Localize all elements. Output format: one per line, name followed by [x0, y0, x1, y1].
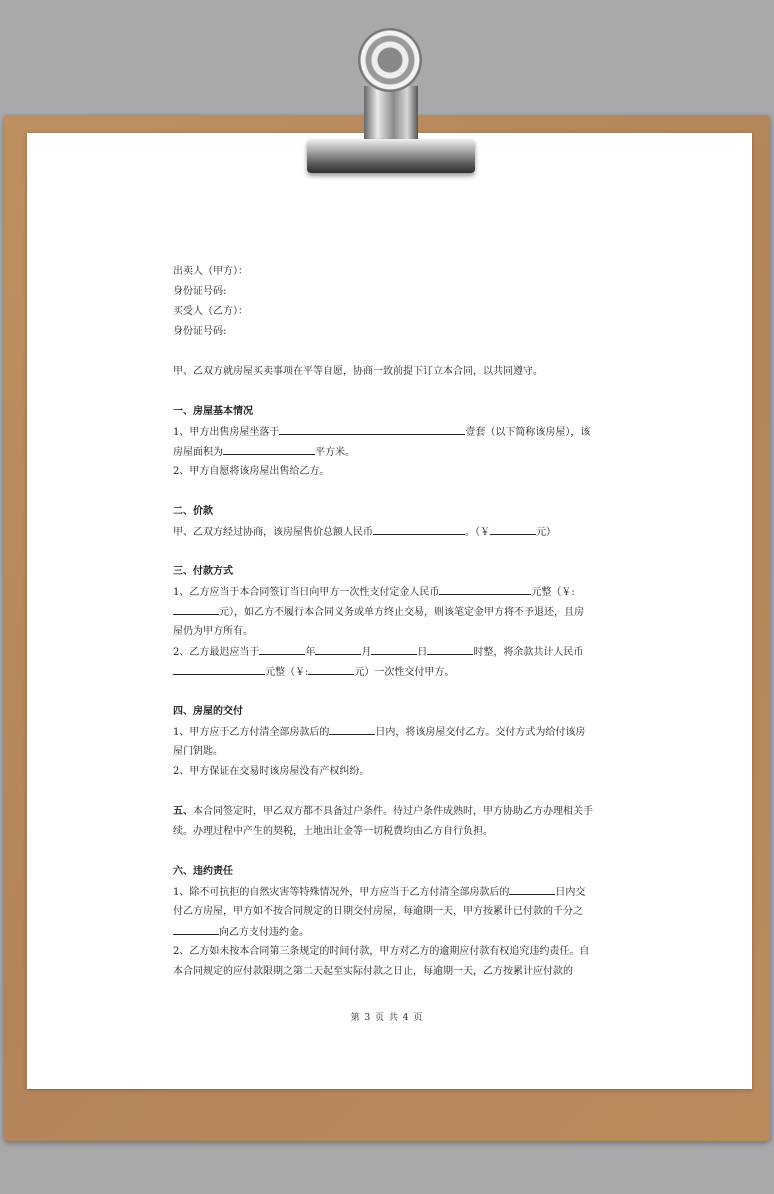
- section-1-line-1: 1、甲方出售房屋坐落于 壹套（以下简称该房屋），该: [173, 422, 609, 442]
- balance-blank: [173, 662, 265, 675]
- buyer-label: 买受人（乙方）：: [173, 306, 248, 317]
- clip-post: [364, 86, 418, 146]
- section-4-line-1: 1、甲方应于乙方付清全部房款后的 日内，将该房屋交付乙方。交付方式为给付该房: [173, 722, 609, 742]
- day-blank: [371, 642, 417, 655]
- section-6-line-1: 1、除不可抗拒的自然灾害等特殊情况外，甲方应当于乙方付清全部房款后的 日内交: [173, 882, 609, 902]
- section-1-line-3: 2、甲方自愿将该房屋出售给乙方。: [173, 466, 330, 477]
- section-5-title: 五、: [173, 806, 193, 817]
- section-6-title: 六、违约责任: [173, 866, 233, 877]
- contract-body: [173, 262, 609, 982]
- penalty-rate-blank: [173, 922, 219, 935]
- section-3-title: 三、付款方式: [173, 566, 233, 577]
- section-3-line-2: 元），如乙方不履行本合同义务或单方终止交易，则该笔定金甲方将不予退还，且房: [173, 602, 609, 622]
- address-blank: [279, 422, 465, 435]
- section-1-line-2: 房屋面积为 平方米。: [173, 442, 609, 462]
- section-3-line-5: 元整（￥: 元）一次性交付甲方。: [173, 662, 609, 682]
- section-5-line-2: 续。办理过程中产生的契税，土地出让金等一切税费均由乙方自行负担。: [173, 826, 493, 837]
- hour-blank: [427, 642, 473, 655]
- price-figure-blank: [490, 522, 536, 535]
- price-blank: [373, 522, 465, 535]
- section-6-line-5: 本合同规定的应付款限期之第二天起至实际付款之日止，每逾期一天，乙方按累计应付款的: [173, 966, 573, 977]
- section-4-line-3: 2、甲方保证在交易时该房屋没有产权纠纷。: [173, 766, 370, 777]
- section-3-line-3: 屋仍为甲方所有。: [173, 626, 253, 637]
- section-3-line-1: 1、乙方应当于本合同签订当日向甲方一次性支付定金人民币 元整（￥:: [173, 582, 609, 602]
- buyer-id-label: 身份证号码:: [173, 326, 227, 337]
- month-blank: [315, 642, 361, 655]
- page-number: 第 3 页 共 4 页: [350, 1013, 424, 1023]
- section-6-line-3: 向乙方支付违约金。: [173, 922, 609, 942]
- seller-id-label: 身份证号码:: [173, 286, 227, 297]
- clip-ring-icon: [358, 28, 422, 92]
- deposit-figure-blank: [173, 602, 219, 615]
- section-2-line-1: 甲、乙双方经过协商，该房屋售价总额人民币 。（￥ 元）: [173, 522, 609, 542]
- section-4-line-2: 屋门钥匙。: [173, 746, 223, 757]
- clip-bar: [307, 139, 475, 173]
- section-6-line-2: 付乙方房屋，甲方如不按合同规定的日期交付房屋，每逾期一天，甲方按累计已付款的千分之: [173, 906, 583, 917]
- delivery-days-blank: [329, 722, 375, 735]
- balance-figure-blank: [308, 662, 354, 675]
- seller-label: 出卖人（甲方）：: [173, 266, 248, 277]
- penalty-days-blank: [509, 882, 555, 895]
- section-5-line-1: 五、本合同签定时，甲乙双方都不具备过户条件。待过户条件成熟时，甲方协助乙方办理相关手: [173, 806, 593, 817]
- section-6-line-4: 2、乙方如未按本合同第三条规定的时间付款，甲方对乙方的逾期应付款有权追究违约责任。自: [173, 946, 590, 957]
- intro-text: 甲、乙双方就房屋买卖事项在平等自愿，协商一致前提下订立本合同，以共同遵守。: [173, 366, 543, 377]
- area-blank: [223, 442, 315, 455]
- section-2-title: 二、价款: [173, 506, 213, 517]
- year-blank: [259, 642, 305, 655]
- section-4-title: 四、房屋的交付: [173, 706, 243, 717]
- section-3-line-4: 2、乙方最迟应当于 年 月 日 时整，将余款共计人民币: [173, 642, 609, 662]
- deposit-blank: [439, 582, 531, 595]
- section-1-title: 一、房屋基本情况: [173, 406, 253, 417]
